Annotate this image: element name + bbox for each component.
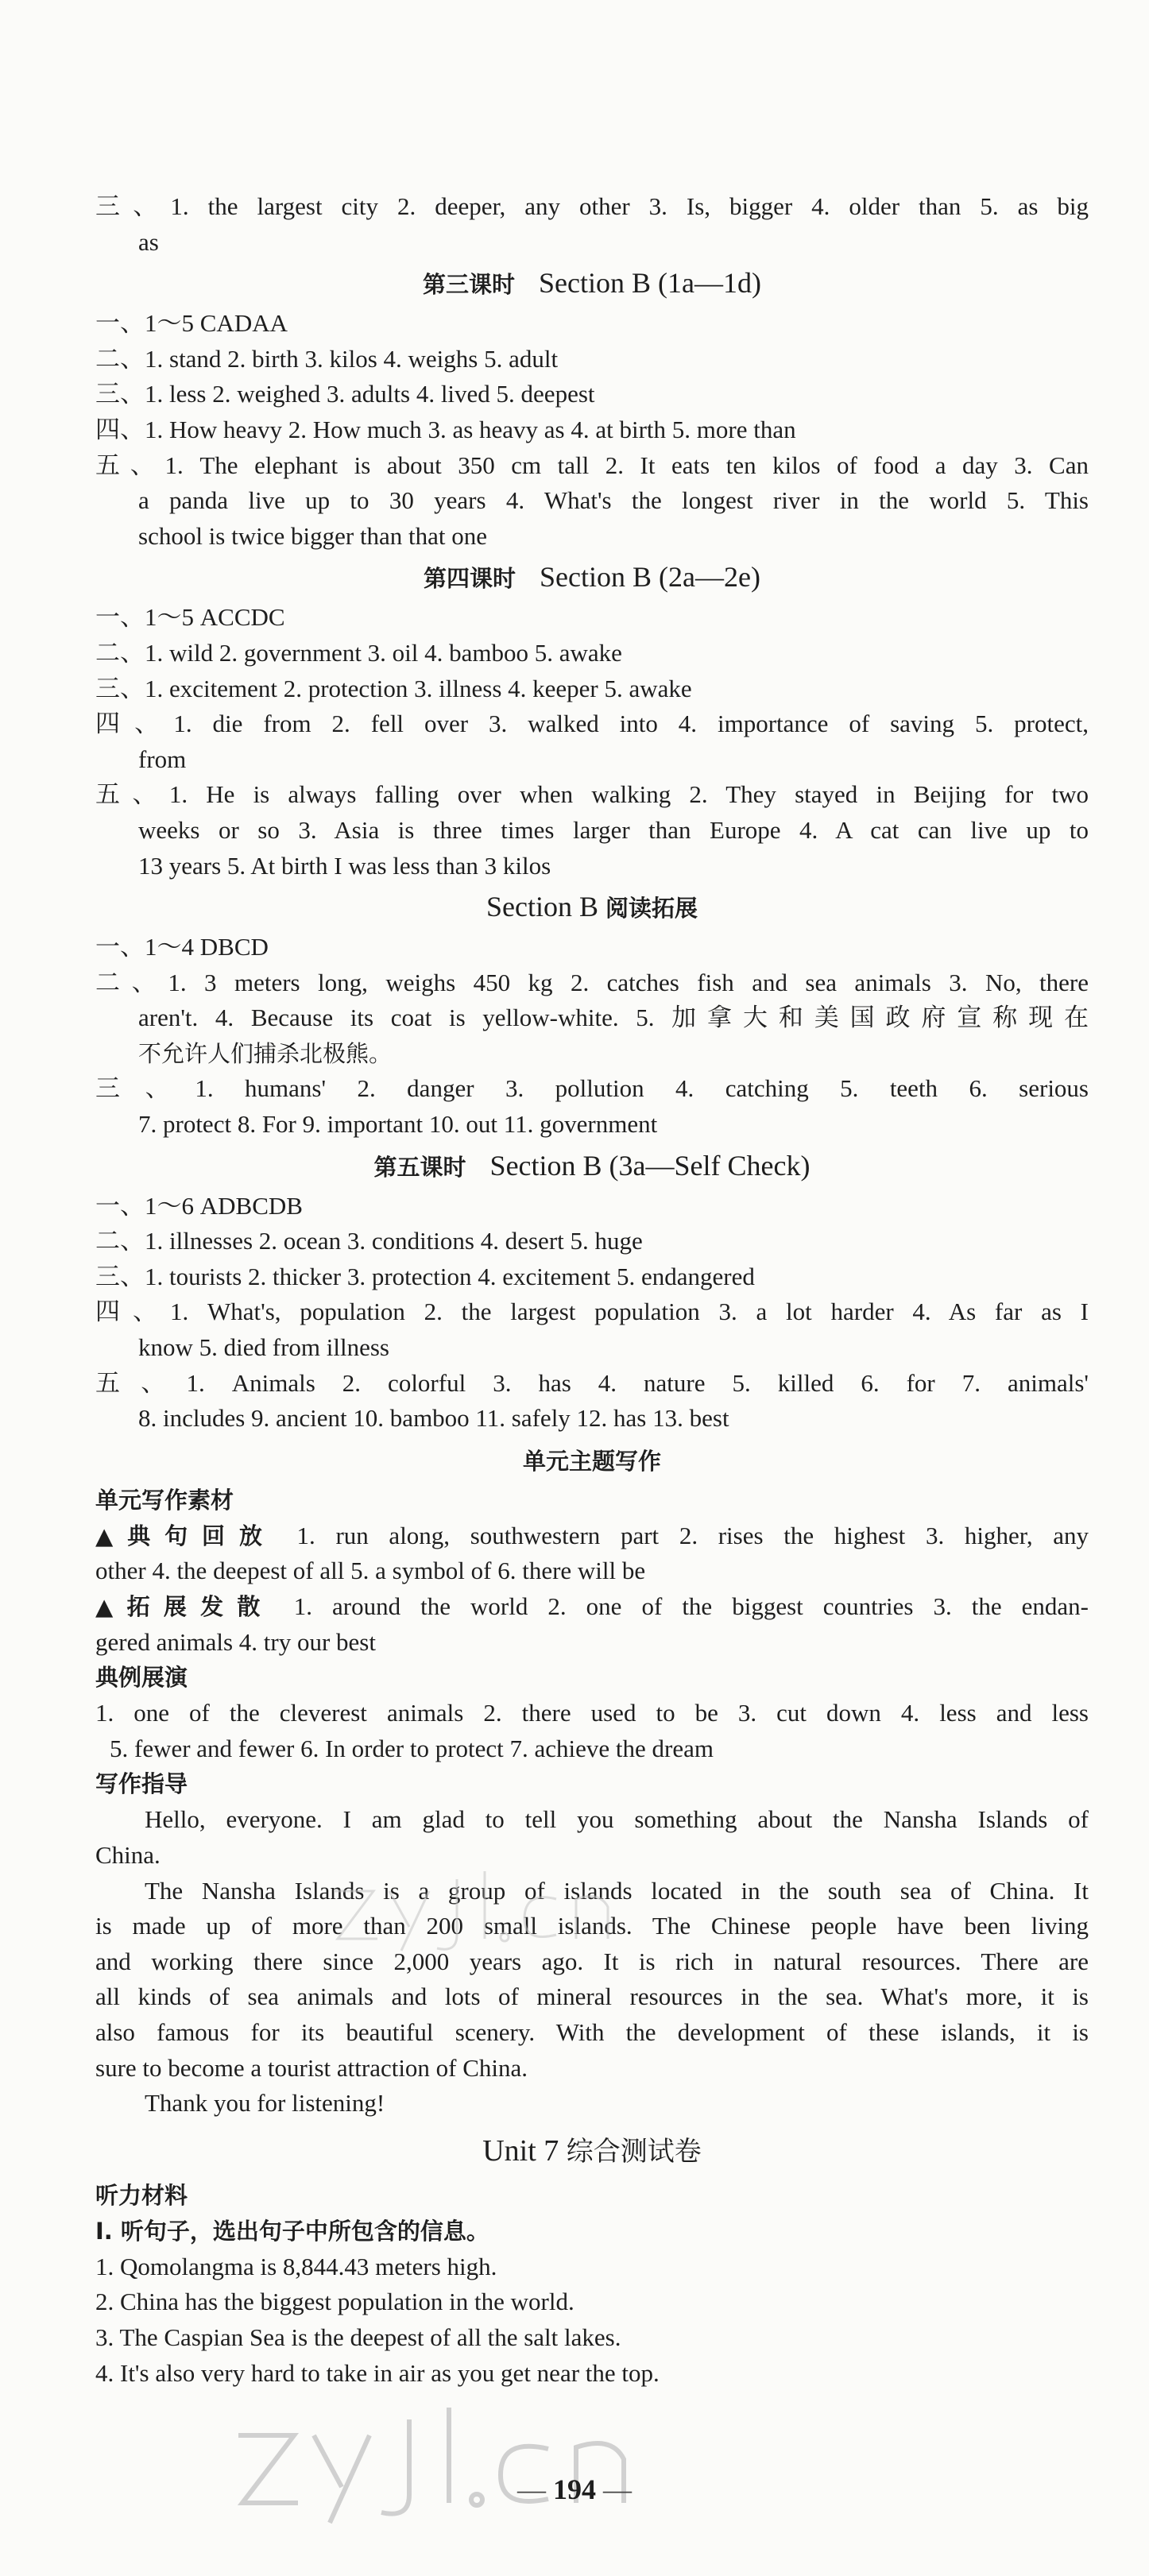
answer-line: 五、1. Animals 2. colorful 3. has 4. nature 5. killed 6. for 7. animals' xyxy=(95,1368,1089,1397)
answer-line: 一、1～6 ADBCDB xyxy=(95,1191,303,1220)
answer-line: 四、1. What's, population 2. the largest population 3. a lot harder 4. As far as I xyxy=(95,1298,1089,1326)
answer-line: 一、1～5 CADAA xyxy=(95,309,288,338)
essay-line: is made up of more than 200 small islands. The Chinese people have been living xyxy=(95,1912,1089,1940)
answer-line: other 4. the deepest of all 5. a symbol of 6. there will be xyxy=(95,1557,646,1585)
answer-line: 7. protect 8. For 9. important 10. out 11. government xyxy=(138,1110,658,1139)
unit-title-cn: 综合测试卷 xyxy=(566,2135,702,2168)
answer-line: school is twice bigger than that one xyxy=(138,521,488,550)
essay-line: also famous for its beautiful scenery. With the development of these islands, it is xyxy=(95,2017,1089,2046)
essay-line: all kinds of sea animals and lots of mineral resources in the sea. What's more, it is xyxy=(95,1982,1089,2011)
answer-line: 一、1～4 DBCD xyxy=(95,933,269,961)
essay-line: The Nansha Islands is a group of islands located in the south sea of China. It xyxy=(145,1876,1089,1905)
answer-line: 13 years 5. At birth I was less than 3 kilos xyxy=(138,851,551,880)
lesson4-heading xyxy=(95,557,1089,598)
reading-heading xyxy=(95,887,1089,928)
listening-label: 听力材料 xyxy=(95,2181,188,2209)
answer-line: 四、1. die from 2. fell over 3. walked into 4. importance of saving 5. protect, xyxy=(95,710,1089,738)
page-number: — 194 — xyxy=(517,2474,632,2505)
answer-line: from xyxy=(138,745,187,773)
answer-line: 三、1. humans' 2. danger 3. pollution 4. catching 5. teeth 6. serious xyxy=(95,1074,1089,1103)
essay-line: China. xyxy=(95,1840,161,1869)
answer-line: 1. one of the cleverest animals 2. there used to be 3. cut down 4. less and less xyxy=(95,1699,1089,1727)
essay-line: Thank you for listening! xyxy=(145,2089,385,2118)
answer-line: 五、1. The elephant is about 350 cm tall 2. It eats ten kilos of food a day 3. Can xyxy=(95,451,1089,479)
answer-line: 三、1. the largest city 2. deeper, any other 3. Is, bigger 4. older than 5. as big xyxy=(95,192,1089,220)
lesson-title: 第三课时 xyxy=(423,271,516,299)
answer-line: 三、1. tourists 2. thicker 3. protection 4. excitement 5. endangered xyxy=(95,1262,755,1290)
answer-line xyxy=(95,1589,1089,1625)
answer-line: 二、1. 3 meters long, weighs 450 kg 2. catches fish and sea animals 3. No, there xyxy=(95,968,1089,996)
lesson-title: 第四课时 xyxy=(424,565,516,593)
review-label: ▲典句回放 xyxy=(95,1522,277,1549)
section-title: Section B (2a—2e) xyxy=(540,561,760,594)
essay-line: and working there since 2,000 years ago. It is rich in natural resources. There are xyxy=(95,1947,1089,1975)
answer-line: 二、1. illnesses 2. ocean 3. conditions 4. desert 5. huge xyxy=(95,1227,643,1255)
lesson3-heading xyxy=(95,263,1089,304)
part1-label: Ⅰ. 听句子，选出句子中所包含的信息。 xyxy=(95,2217,489,2245)
lesson-title: 第五课时 xyxy=(373,1153,466,1181)
section-title: Section B xyxy=(486,891,598,923)
listening-sentence: 3. The Caspian Sea is the deepest of all the salt lakes. xyxy=(95,2323,621,2351)
unit-title-en: Unit 7 xyxy=(482,2133,559,2168)
listening-sentence: 4. It's also very hard to take in air as you get near the top. xyxy=(95,2358,660,2387)
expand-text: 1. around the world 2. one of the biggest countries 3. the endan- xyxy=(273,1592,1089,1620)
examples-label: 典例展演 xyxy=(95,1664,188,1692)
answer-content xyxy=(95,189,1089,2391)
page-number-value: 194 xyxy=(553,2474,596,2505)
review-text: 1. run along, southwestern part 2. rises the highest 3. higher, any xyxy=(276,1521,1089,1549)
answer-line: 三、1. less 2. weighed 3. adults 4. lived 5. deepest xyxy=(95,380,595,408)
watermark-logo-large xyxy=(222,2392,667,2527)
guide-label: 写作指导 xyxy=(95,1770,188,1798)
answer-line: 8. includes 9. ancient 10. bamboo 11. safely 12. has 13. best xyxy=(138,1404,729,1433)
answer-line: 一、1～5 ACCDC xyxy=(95,603,285,632)
answer-line: 不允许人们捕杀北极熊。 xyxy=(138,1039,393,1067)
listening-sentence: 1. Qomolangma is 8,844.43 meters high. xyxy=(95,2252,497,2280)
answer-line: 5. fewer and fewer 6. In order to protect 7. achieve the dream xyxy=(110,1734,714,1762)
answer-line: gered animals 4. try our best xyxy=(95,1627,376,1656)
expand-label: ▲拓展发散 xyxy=(95,1593,274,1620)
answer-line: 五、1. He is always falling over when walking 2. They stayed in Beijing for two xyxy=(95,780,1089,809)
essay-line: Hello, everyone. I am glad to tell you something about the Nansha Islands of xyxy=(145,1805,1089,1834)
section-title: Section B (3a—Self Check) xyxy=(489,1149,810,1182)
listening-sentence: 2. China has the biggest population in the world. xyxy=(95,2288,574,2316)
answer-line xyxy=(95,1518,1089,1554)
section-title: Section B (1a—1d) xyxy=(539,267,761,300)
answer-line: 四、1. How heavy 2. How much 3. as heavy as 4. at birth 5. more than xyxy=(95,415,796,443)
writing-title: 单元主题写作 xyxy=(522,1447,661,1475)
reading-title: 阅读拓展 xyxy=(605,895,698,922)
materials-label: 单元写作素材 xyxy=(95,1486,234,1514)
unit-test-heading xyxy=(95,2128,1089,2175)
answer-line: weeks or so 3. Asia is three times larger than Europe 4. A cat can live up to xyxy=(138,815,1089,844)
answer-line: 三、1. excitement 2. protection 3. illness 4. keeper 5. awake xyxy=(95,674,692,702)
answer-line: 二、1. stand 2. birth 3. kilos 4. weighs 5. adult xyxy=(95,344,559,373)
answer-line: a panda live up to 30 years 4. What's the longest river in the world 5. This xyxy=(138,486,1089,515)
essay-line: sure to become a tourist attraction of China. xyxy=(95,2053,528,2082)
answer-line: aren't. 4. Because its coat is yellow-white. 5. 加拿大和美国政府宣称现在 xyxy=(138,1004,1089,1032)
writing-heading xyxy=(95,1440,1089,1481)
answer-line: know 5. died from illness xyxy=(138,1333,389,1362)
answer-line: 二、1. wild 2. government 3. oil 4. bamboo 5. awake xyxy=(95,638,622,667)
answer-line: as xyxy=(138,227,159,256)
lesson5-heading xyxy=(95,1146,1089,1187)
